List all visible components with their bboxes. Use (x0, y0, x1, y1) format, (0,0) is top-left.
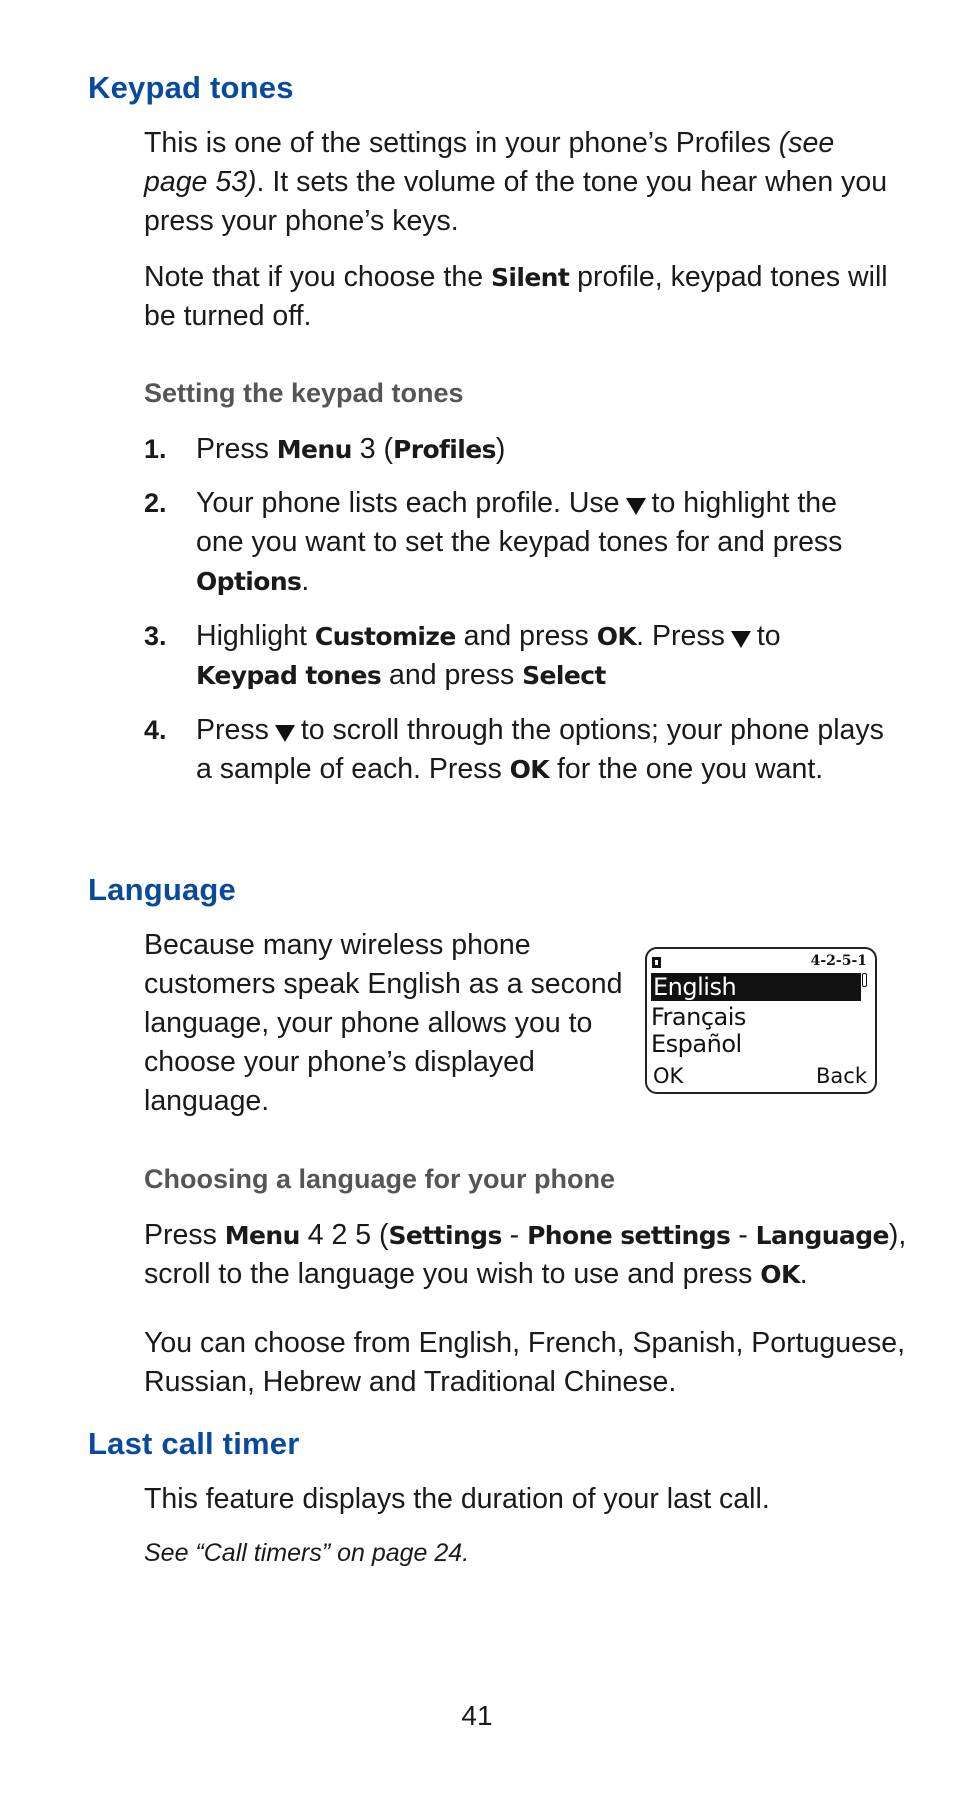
softkey-right: Back (816, 1064, 867, 1088)
key-ok: OK (596, 622, 637, 651)
subheading-setting-keypad-tones: Setting the keypad tones (144, 378, 464, 408)
down-arrow-icon (626, 498, 646, 515)
step-text-part: to highlight the one you want to set the keypad tones for and press (196, 487, 843, 558)
key-keypad-tones: Keypad tones (196, 661, 382, 690)
step-text-part: Press (196, 433, 277, 465)
timer-text: This feature displays the duration of your last call. (144, 1483, 770, 1515)
down-arrow-icon (731, 631, 751, 648)
keypad-note-term: Silent (490, 263, 570, 292)
keypad-note-text: Note that if you choose the (144, 261, 491, 293)
key-customize: Customize (314, 622, 456, 651)
section-heading-last-call-timer: Last call timer (88, 1426, 300, 1461)
key-ok: OK (509, 755, 550, 784)
step-number: 2. (144, 488, 167, 518)
timer-note: See “Call timers” on page 24. (144, 1539, 470, 1567)
step-text-part: for the one you want. (549, 753, 824, 785)
key-settings: Settings (388, 1221, 502, 1250)
text-part: ), scroll to the language you wish to use and press (144, 1219, 907, 1290)
keypad-intro-text: This is one of the settings in your phone’s Profiles (144, 127, 771, 159)
phone-screen (645, 947, 877, 1094)
text-part: Press (144, 1219, 225, 1251)
step-text-part: 3 ( (351, 433, 393, 465)
text-part: 4 2 5 ( (299, 1219, 389, 1251)
signal-icon (652, 957, 661, 968)
step-text-part: Highlight (196, 620, 315, 652)
key-language: Language (755, 1221, 889, 1250)
step-text-part: Your phone lists each profile. Use (196, 487, 620, 519)
scrollbar-icon (862, 973, 867, 987)
step-text (196, 430, 886, 469)
down-arrow-icon (275, 725, 295, 742)
screen-item: Español (651, 1030, 742, 1058)
softkey-left: OK (653, 1064, 684, 1088)
key-options: Options (196, 567, 302, 596)
step-text-part: ) (495, 433, 506, 465)
step-text (196, 617, 886, 695)
subheading-choosing-language: Choosing a language for your phone (144, 1164, 616, 1194)
keypad-note-text-2: profile, keypad tones will be turned off. (144, 261, 888, 332)
step-text-part: and press (455, 620, 597, 652)
page-number: 41 (461, 1700, 493, 1731)
key-phone-settings: Phone settings (527, 1221, 731, 1250)
step-text-part: . Press (636, 620, 725, 652)
section-heading-keypad-tones: Keypad tones (88, 70, 294, 105)
step-text (196, 711, 886, 789)
step-number: 4. (144, 715, 167, 745)
language-instructions (144, 1216, 914, 1294)
menu-path-indicator: 4-2-5-1 (810, 953, 867, 969)
language-options-text: You can choose from English, French, Spanish, Portuguese, Russian, Hebrew and Traditional Chinese. (144, 1327, 905, 1398)
text-part: - (730, 1219, 756, 1251)
step-text-part: . (301, 565, 310, 597)
screen-item-selected: English (651, 973, 861, 1001)
step-text (196, 484, 886, 601)
text-part: - (501, 1219, 528, 1251)
key-profiles: Profiles (393, 435, 496, 464)
key-menu: Menu (224, 1221, 300, 1250)
text-part: . (799, 1258, 808, 1290)
keypad-note (144, 258, 904, 336)
step-text-part: to (756, 620, 781, 652)
key-select: Select (522, 661, 606, 690)
keypad-intro (144, 124, 904, 241)
key-menu: Menu (276, 435, 352, 464)
step-text-part: to scroll through the options; your phone plays a sample of each. Press (196, 714, 884, 785)
language-intro: Because many wireless phone customers speak English as a second language, your phone allows you to choose your phone’s displayed language. (144, 929, 623, 1117)
page-reference: (see page 53) (144, 127, 835, 198)
screen-item: Français (651, 1003, 746, 1031)
keypad-intro-text-2: . It sets the volume of the tone you hear when you press your phone’s keys. (144, 166, 888, 237)
step-number: 1. (144, 434, 167, 464)
step-number: 3. (144, 621, 167, 651)
key-ok: OK (760, 1260, 800, 1289)
section-heading-language: Language (88, 872, 237, 907)
step-text-part: and press (381, 659, 523, 691)
step-text-part: Press (196, 714, 269, 746)
